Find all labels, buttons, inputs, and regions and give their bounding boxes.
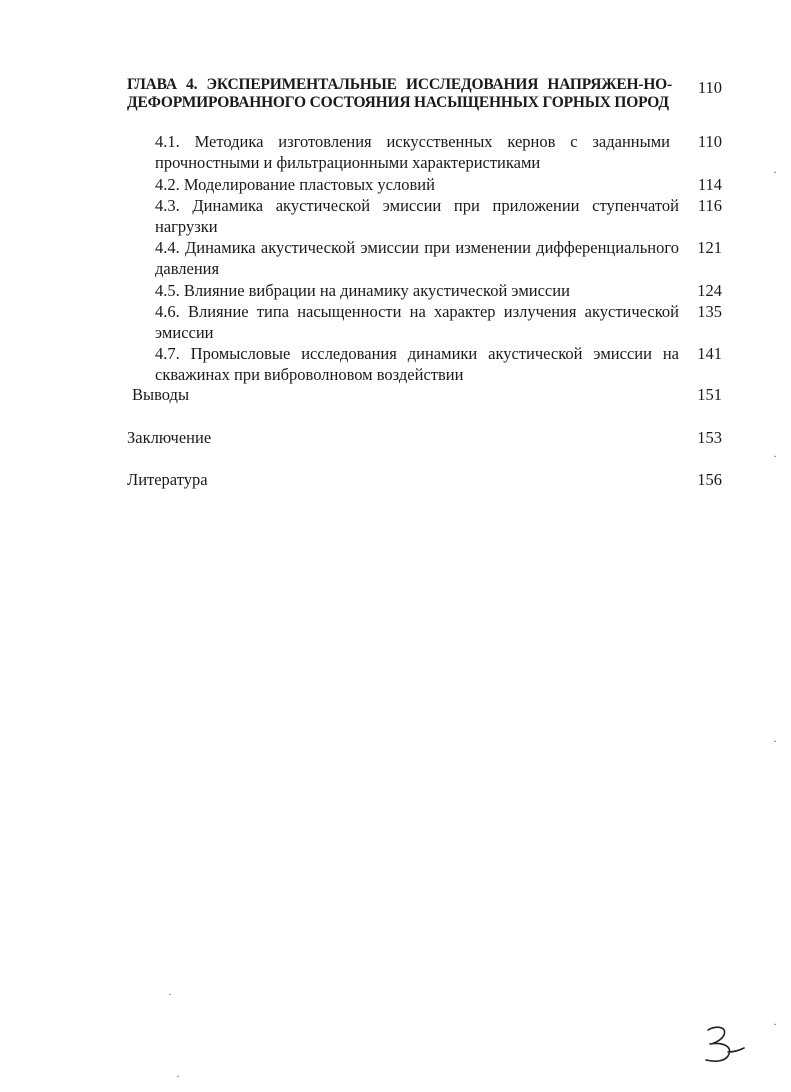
scan-speck: ·: [773, 449, 777, 463]
references-page-number: 156: [697, 470, 722, 489]
section-page-number: 114: [697, 175, 722, 194]
closing-title: Заключение: [127, 428, 212, 447]
closing-page-number: 153: [697, 428, 722, 447]
section-page-number: 121: [697, 238, 722, 257]
handwritten-page-number-icon: [700, 1022, 750, 1072]
section-title: 4.2. Моделирование пластовых условий: [155, 175, 435, 194]
scan-speck: ·: [773, 1017, 777, 1031]
section-page-number: 110: [697, 132, 722, 151]
section-title: 4.1. Методика изготовления искусственных кернов с заданными прочностными и фильтрационными характеристиками: [155, 132, 670, 172]
section-title: 4.7. Промысловые исследования динамики акустической эмиссии на скважинах при виброволновом воздействии: [155, 344, 679, 384]
section-title: 4.4. Динамика акустической эмиссии при изменении дифференциального давления: [155, 238, 679, 278]
chapter-page-number: 110: [697, 78, 722, 97]
conclusions-title: Выводы: [132, 385, 190, 404]
section-page-number: 135: [697, 302, 722, 321]
section-page-number: 124: [697, 281, 722, 300]
section-title: 4.6. Влияние типа насыщенности на характер излучения акустической эмиссии: [155, 302, 679, 342]
section-page-number: 116: [697, 196, 722, 215]
section-title: 4.5. Влияние вибрации на динамику акустической эмиссии: [155, 281, 570, 300]
section-title: 4.3. Динамика акустической эмиссии при приложении ступенчатой нагрузки: [155, 196, 679, 236]
conclusions-page-number: 151: [697, 385, 722, 404]
references-title: Литература: [127, 470, 208, 489]
scan-speck: ·: [168, 987, 172, 1001]
chapter-title: ГЛАВА 4. ЭКСПЕРИМЕНТАЛЬНЫЕ ИССЛЕДОВАНИЯ НАПРЯЖЕН-НО-ДЕФОРМИРОВАННОГО СОСТОЯНИЯ НАСЫЩЕННЫХ ГОРНЫХ ПОРОД: [127, 76, 672, 111]
scan-speck: ·: [773, 165, 777, 179]
scan-speck: ·: [773, 734, 777, 748]
scan-speck: ·: [176, 1069, 180, 1083]
section-page-number: 141: [697, 344, 722, 363]
